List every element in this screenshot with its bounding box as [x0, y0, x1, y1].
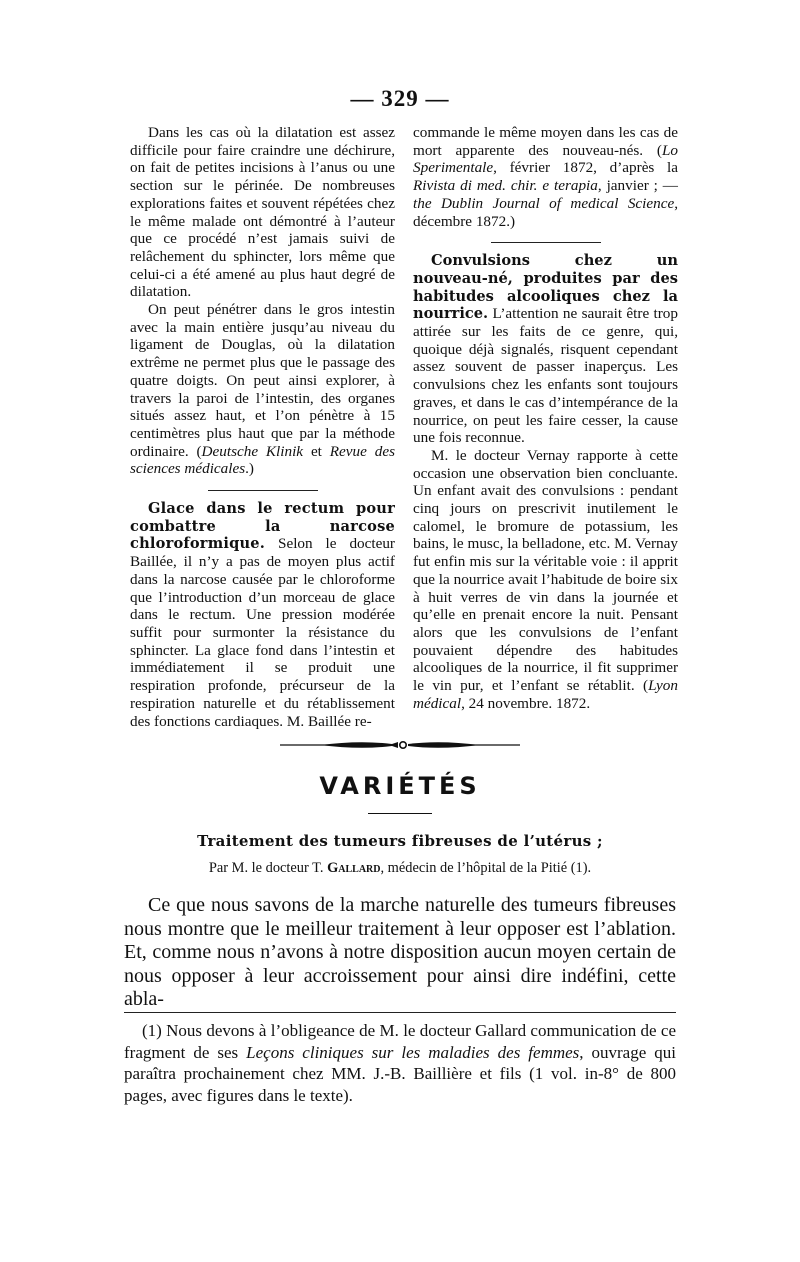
source-citation: Lo Sperimentale: [413, 141, 678, 177]
source-citation: Deutsche Klinik: [201, 442, 304, 460]
paragraph-continuation: commande le même moyen dans les cas de mort apparente des nouveau-nés. (Lo Sperimentale, février 1872, d’après la Rivista di med. chir. e terapia, janvier ; — the Dublin Journal of medical Science, décembre 1872.): [413, 124, 678, 230]
page-number: — 329 —: [350, 86, 450, 111]
ornament-divider-icon: [280, 738, 520, 752]
article-title: Traitement des tumeurs fibreuses de l’utérus ;: [197, 832, 603, 850]
paragraph-exploration: On peut pénétrer dans le gros intestin avec la main entière jusqu’au niveau du ligament de Douglas, où la dilatation extrême ne permet plus que le passage des quatre doigts. On peut ainsi explorer, à travers la paroi de l’intestin, des organes situés assez haut, et l’on pénètre à 15 centimètres plus haut que par la méthode ordinaire. (Deutsche Klinik et Revue des sciences médicales.): [130, 301, 395, 478]
left-column: [130, 124, 395, 730]
section-title: Glace dans le rectum pour combattre la narcose chloroformique.: [130, 500, 395, 553]
article-paragraph: Ce que nous savons de la marche naturelle des tumeurs fibreuses nous montre que le meilleur traitement à leur opposer est l’ablation. Et, comme nous n’avons à notre disposition aucun moyen certain de nous opposer à leur accroissement pour ainsi dire indéfini, cette abla-: [124, 894, 676, 1010]
right-column: [413, 124, 678, 713]
section-heading: VARIÉTÉS: [319, 772, 481, 800]
section-divider: [491, 242, 601, 243]
footnote: [124, 1020, 676, 1106]
footnote-divider: [124, 1012, 676, 1013]
footnote-text: (1) Nous devons à l’obligeance de M. le docteur Gallard communication de ce fragment de ses Leçons cliniques sur les maladies des femmes, ouvrage qui paraîtra prochainement chez MM. J.-B. Baillière et fils (1 vol. in-8° de 800 pages, avec figures dans le texte).: [124, 1021, 676, 1105]
paragraph-dilatation: Dans les cas où la dilatation est assez difficile pour faire craindre une déchirure, on fait de petites incisions à l’anus ou une section sur le périnée. De nombreuses explorations faites et souvent répétées chez le même malade ont démontré à l’auteur que ce procédé n’est jamais suivi de relâchement du sphincter, lors même que celui-ci a été amené au plus haut degré de dilatation.: [130, 124, 395, 301]
source-citation: the Dublin Journal of medical Science: [413, 194, 675, 212]
article-byline: Par M. le docteur T. Gallard, médecin de l’hôpital de la Pitié (1).: [208, 860, 592, 876]
paragraph-vernay: M. le docteur Vernay rapporte à cette occasion une observation bien concluante. Un enfant avait des convulsions : pendant cinq jours on prescrivit inutilement le calomel, le bromure de potassium, les bains, le musc, la belladone, etc. M. Vernay fut enfin mis sur la véritable voie : il apprit que la nourrice avait l’habitude de boire six à huit verres de vin dans la journée et qu’elle en prenait encore la nuit. Pensant alors que les convulsions de l’enfant pouvaient dépendre des habitudes alcooliques de la nourrice, il fit supprimer le vin pur, et l’enfant se rétablit. (Lyon médical, 24 novembre. 1872.: [413, 446, 678, 712]
source-citation: Rivista di med. chir. e terapia: [413, 177, 598, 195]
source-citation: Lyon médical: [413, 677, 678, 712]
author-name: Gallard: [327, 860, 381, 876]
section-convulsions: Convulsions chez un nouveau-né, produites par des habitudes alcooliques chez la nourrice. L’attention ne saurait être trop attirée sur les faits de ce genre, qui, quoique déjà signalés, risquent cependant assez souvent de passer inaperçus. Les convulsions chez les enfants sont toujours graves, et dans le cas d’intempérance de la nourrice, on peut les faire cesser, la cause une fois reconnue.: [413, 252, 678, 447]
book-title: Leçons cliniques sur les maladies des femmes: [246, 1042, 580, 1062]
article-body: [124, 894, 676, 1012]
section-title: Convulsions chez un nouveau-né, produites par des habitudes alcooliques chez la nourrice.: [413, 252, 678, 323]
source-citation: Revue des sciences médicales: [130, 442, 395, 478]
heading-underline: [368, 813, 432, 814]
section-glace: Glace dans le rectum pour combattre la narcose chloroformique. Selon le docteur Baillée, il n’y a pas de moyen plus actif dans la narcose causée par le chloroforme que l’introduction d’un morceau de glace dans le rectum. Une pression modérée suffit pour surmonter la résistance du sphincter. La glace fond dans l’intestin et immédiatement il se produit une respiration profonde, précurseur de la respiration naturelle et du rétablissement des fonctions cardiaques. M. Baillée re-: [130, 500, 395, 730]
section-divider: [208, 490, 318, 491]
